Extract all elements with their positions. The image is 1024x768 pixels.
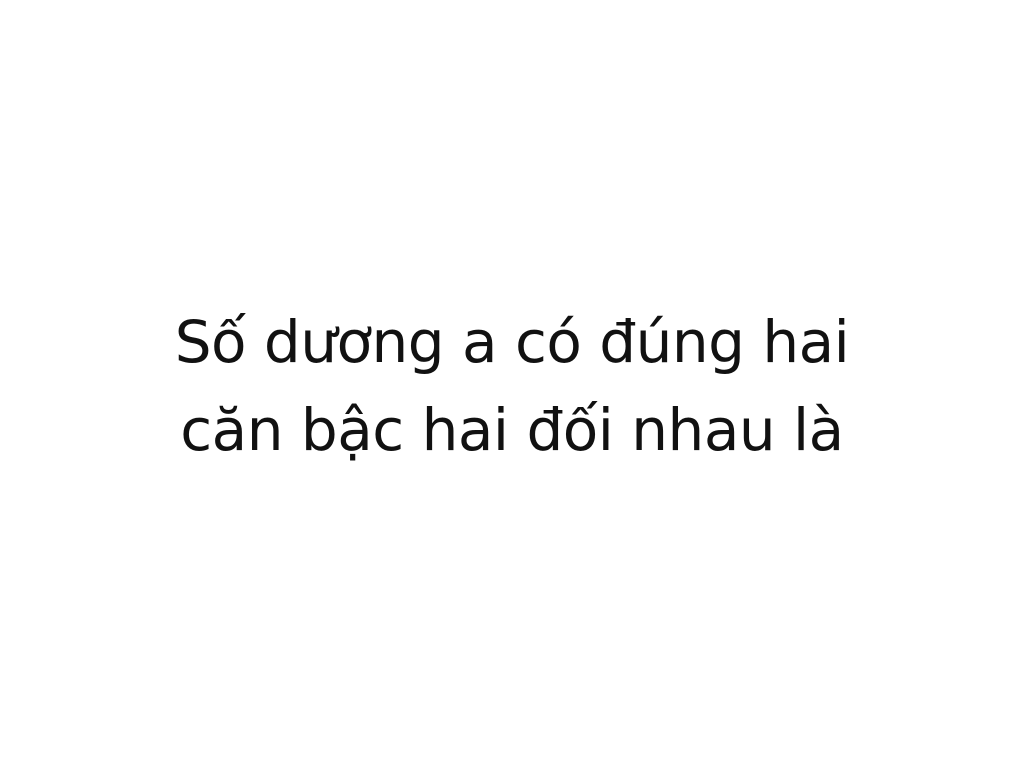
question-line-2: căn bậc hai đối nhau là (180, 396, 844, 464)
question-line-1: Số dương a có đúng hai (174, 308, 850, 376)
question-text (0, 298, 1024, 474)
